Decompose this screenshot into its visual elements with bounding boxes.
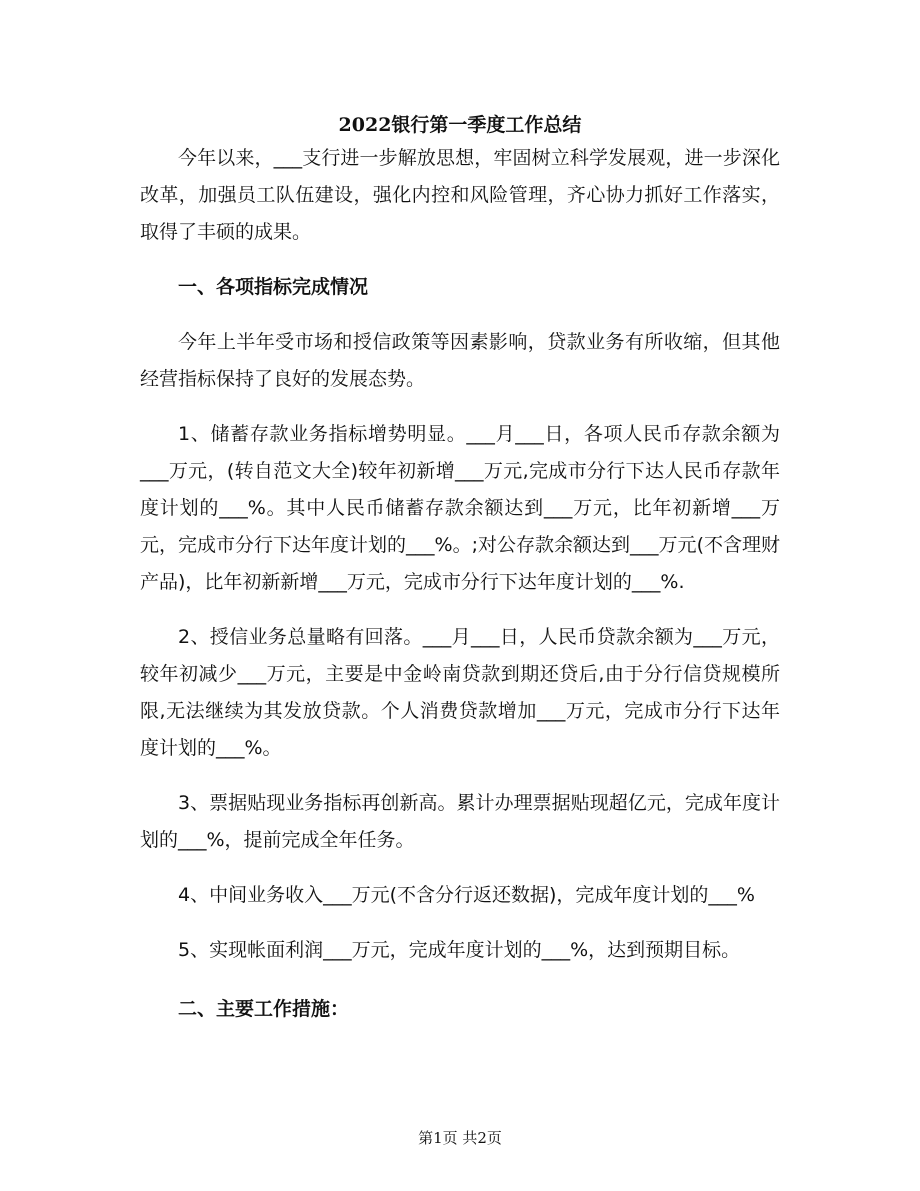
overview-paragraph: 今年上半年受市场和授信政策等因素影响，贷款业务有所收缩，但其他经营指标保持了良好的发展态势。 [140, 331, 780, 390]
item-3-bill-discount: 3、票据贴现业务指标再创新高。累计办理票据贴现超亿元，完成年度计划的___%，提前完成全年任务。 [140, 792, 780, 851]
item-1-savings: 1、储蓄存款业务指标增势明显。___月___日，各项人民币存款余额为___万元，(转自范文大全)较年初新增___万元,完成市分行下达人民币存款年度计划的___%。其中人民币储蓄存款余额达到___万元，比年初新增___万元，完成市分行下达年度计划的___%。;对公存款余额达到___万元(不含理财产品)，比年初新新增___万元，完成市分行下达年度计划的___%. [140, 423, 780, 593]
page-indicator: 第1页 共2页 [418, 1129, 502, 1147]
item-5-profit: 5、实现帐面利润___万元，完成年度计划的___%，达到预期目标。 [178, 939, 741, 961]
item-4-intermediate-income: 4、中间业务收入___万元(不含分行返还数据)，完成年度计划的___% [178, 884, 755, 906]
section-heading-indicators: 一、各项指标完成情况 [178, 276, 369, 298]
item-2-credit: 2、授信业务总量略有回落。___月___日，人民币贷款余额为___万元，较年初减少___万元，主要是中金岭南贷款到期还贷后,由于分行信贷规模所限,无法继续为其发放贷款。个人消费贷款增加___万元，完成市分行下达年度计划的___%。 [140, 626, 780, 759]
intro-paragraph: 今年以来，___支行进一步解放思想，牢固树立科学发展观，进一步深化改革，加强员工队伍建设，强化内控和风险管理，齐心协力抓好工作落实，取得了丰硕的成果。 [140, 147, 780, 243]
document-title: 2022银行第一季度工作总结 [338, 114, 582, 136]
document-body [140, 140, 780, 1028]
section-heading-measures: 二、主要工作措施： [178, 998, 350, 1020]
